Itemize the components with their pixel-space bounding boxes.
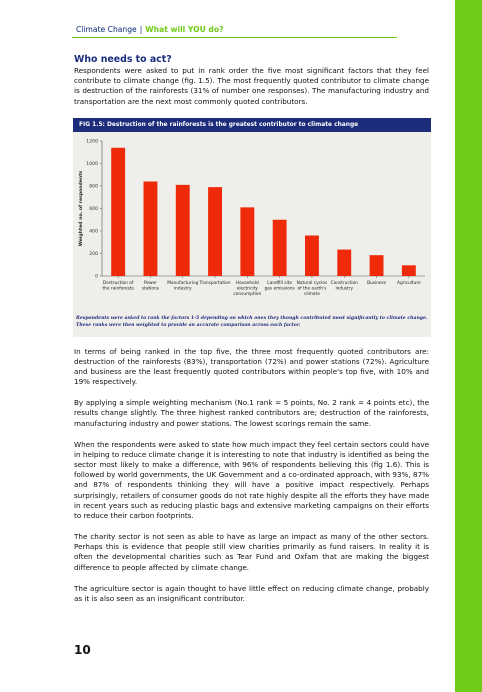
y-tick-label: 1000	[86, 161, 98, 167]
bar-3	[176, 184, 190, 275]
running-header	[76, 25, 223, 34]
x-tick-label: Agriculture	[397, 280, 421, 286]
x-tick-label: Destruction of	[102, 280, 134, 286]
bar-4	[208, 187, 222, 276]
side-accent-bar	[455, 0, 482, 692]
bar-5	[240, 207, 254, 276]
x-tick-label: industry	[173, 286, 192, 292]
page-content	[74, 54, 429, 615]
bar-10	[402, 265, 416, 276]
bar-9	[370, 255, 384, 276]
x-tick-label: gas emissions	[264, 286, 295, 292]
paragraph-2: In terms of being ranked in the top five, the three most frequently quoted contributors are: destruction of the rainforests (83%), transportation (72%) and power stations (72%). Agriculture and business are the least frequently quoted contributors within people's top five, with 10% and 19% respectively.	[74, 346, 429, 387]
y-tick-label: 400	[89, 229, 98, 235]
y-tick-label: 0	[95, 274, 98, 280]
page-number: 10	[74, 643, 91, 657]
paragraph-6: The agriculture sector is again thought to have little effect on reducing climate change, probably as it is also seen as an insignificant contributor.	[74, 583, 429, 603]
paragraph-4: When the respondents were asked to state how much impact they feel certain sectors could have in helping to reduce climate change it is interesting to note that industry is identified as being the sector most likely to make a difference, with 96% of respondents believing this (fig 1.6). This is followed by world governments, the UK Government and a co-ordinated approach, with 93%, 87% and 87% of respondents thinking they will have a positive impact respectively. Perhaps surprisingly, retailers of consumer goods do not rate highly despite all the efforts they have made in recent years such as reducing plastic bags and extensive marketing campaigns on their efforts to reduce their carbon footprints.	[74, 439, 429, 521]
y-tick-label: 200	[89, 251, 98, 257]
y-axis-label: Weighted no. of respondents	[79, 170, 84, 246]
bar-chart	[73, 132, 431, 314]
paragraph-5: The charity sector is not seen as able to have as large an impact as many of the other sectors. Perhaps this is evidence that people still view charities primarily as fund raisers. In reality it is often the developmental charities such as Tear Fund and Oxfam that are making the biggest difference to people affected by climate change.	[74, 532, 429, 572]
bar-6	[273, 219, 287, 275]
caption-line-2: These ranks were then weighted to provide an accurate comparison across each factor.	[76, 323, 301, 329]
bar-1	[111, 147, 125, 275]
x-tick-label: Construction	[330, 280, 358, 286]
paragraph-3: By applying a simple weighting mechanism (No.1 rank = 5 points, No. 2 rank = 4 points etc), the results change slightly. The three highest ranked contributors are; destruction of the rainforests, manufacturing industry and power stations. The lowest scorings remain the same.	[74, 398, 429, 428]
x-tick-label: consumption	[233, 291, 262, 297]
x-tick-label: Natural cycles	[296, 280, 328, 286]
x-tick-label: the rainforests	[102, 286, 134, 292]
figure-1-5	[73, 118, 431, 337]
bar-8	[337, 249, 351, 275]
y-tick-label: 800	[89, 184, 98, 190]
x-tick-label: Transportation	[199, 280, 231, 286]
header-rule	[72, 37, 397, 38]
bar-2	[144, 181, 158, 276]
x-tick-label: of the earth's	[297, 286, 327, 292]
y-tick-label: 1200	[86, 139, 98, 145]
y-tick-label: 600	[89, 206, 98, 212]
bar-7	[305, 235, 319, 276]
x-tick-label: Business	[367, 280, 387, 286]
header-separator: |	[139, 25, 143, 34]
x-tick-label: electricity	[236, 286, 258, 292]
paragraph-1: Respondents were asked to put in rank order the five most significant factors that they feel contribute to climate change (fig. 1.5). The most frequently quoted contributor to climate change is destruction of the rainforests (31% of number one responses). The manufacturing industry and transportation are the next most commonly quoted contributors.	[74, 66, 429, 106]
caption-line-1: Respondents were asked to rank the factors 1-5 depending on which ones they though contributed most significantly to climate change.	[76, 315, 428, 321]
x-tick-label: industry	[335, 286, 354, 292]
section-title: Who needs to act?	[74, 54, 172, 65]
x-tick-label: climate	[303, 291, 320, 297]
x-tick-label: Household	[235, 280, 259, 286]
figure-title: FIG 1.5: Destruction of the rainforests is the greatest contributor to climate change	[73, 118, 431, 132]
x-tick-label: Power	[143, 280, 157, 286]
x-tick-label: Manufacturing	[167, 280, 199, 286]
header-section: Climate Change	[76, 25, 137, 34]
header-tagline: What will YOU do?	[145, 25, 224, 34]
figure-caption	[76, 315, 428, 330]
x-tick-label: Landfill site	[267, 280, 293, 286]
x-tick-label: stations	[141, 286, 159, 292]
